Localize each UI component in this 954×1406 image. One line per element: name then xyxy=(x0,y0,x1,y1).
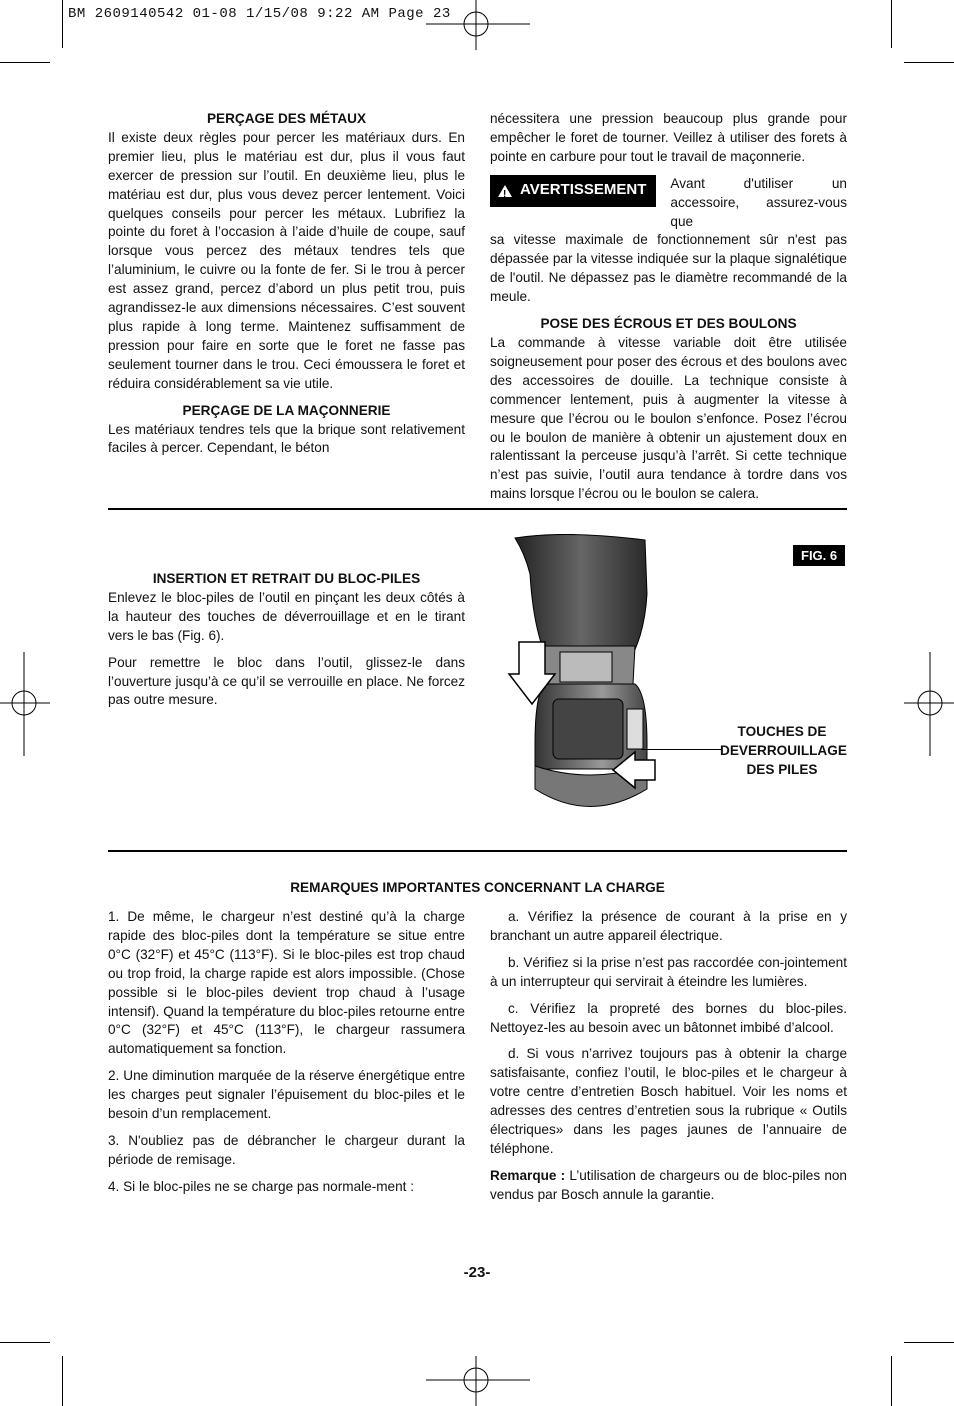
section-right-top xyxy=(490,110,847,504)
list-item: b. Vérifiez si la prise n’est pas raccordée con-jointement à un interrupteur qui servirait à éteindre les lumières. xyxy=(490,954,847,989)
list-item: d. Si vous n’arrivez toujours pas à obtenir la charge satisfaisante, confiez l’outil, le bloc-piles et le chargeur à votre centre d’entretien Bosch habituel. Voir les noms et adresses des centres d’entretien sous la rubrique « Outils électriques» dans les pages jaunes de l’annuaire de téléphone. xyxy=(490,1046,847,1156)
list-item: 3. N'oubliez pas de débrancher le chargeur durant la période de remisage. xyxy=(108,1132,465,1167)
figure-label: FIG. 6 xyxy=(793,545,845,566)
remark-label: Remarque : xyxy=(490,1167,566,1183)
warning-badge xyxy=(490,175,656,207)
registration-mark-left xyxy=(0,652,50,756)
paragraph-masonry-continued: nécessitera une pression beaucoup plus grande pour empêcher le foret de tourner. Veillez à utiliser des forets à pointe en carbure pour tout le travail de maçonnerie. xyxy=(490,111,847,164)
crop-mark xyxy=(891,1356,892,1406)
remark-text: L’utilisation de chargeurs ou de bloc-piles non vendus par Bosch annule la garantie. xyxy=(490,1167,847,1202)
warning-block xyxy=(490,175,847,232)
crop-mark xyxy=(904,1342,954,1343)
list-item: a. Vérifiez la présence de courant à la prise en y branchant un autre appareil électrique. xyxy=(490,909,847,943)
charging-notes-left xyxy=(108,908,465,1197)
paragraph-battery-insertion: Pour remettre le bloc dans l’outil, glissez-le dans l’ouverture jusqu’à ce qu’il se verrouille en place. Ne forcez pas outre mesure. xyxy=(108,654,465,708)
callout-release-buttons: TOUCHES DE DEVERROUILLAGE DES PILES xyxy=(720,724,847,777)
remark xyxy=(490,1167,847,1205)
heading-battery-insertion: INSERTION ET RETRAIT DU BLOC-PILES xyxy=(152,571,421,586)
warning-text-rest: sa vitesse maximale de fonctionnement sûr n'est pas dépassée par la vitesse indiquée sur la plaque signalétique de l'outil. Ne dépassez pas le diamètre recommandé de la meule. xyxy=(490,232,847,305)
warning-label: AVERTISSEMENT xyxy=(520,181,647,199)
heading-nuts-bolts: POSE DES ÉCROUS ET DES BOULONS xyxy=(540,316,797,332)
heading-charging-notes: REMARQUES IMPORTANTES CONCERNANT LA CHARGE xyxy=(290,880,665,895)
list-item: c. Vérifiez la propreté des bornes du bloc-piles. Nettoyez-les au besoin avec un bâtonnet imbibé d’alcool. xyxy=(490,1000,847,1035)
warning-triangle-icon: ! xyxy=(498,185,512,197)
registration-mark-bottom xyxy=(426,1356,530,1406)
paragraph-battery-removal: Enlevez le bloc-piles de l’outil en pinçant les deux côtés à la hauteur des touches de déverrouillage et en le tirant vers le bas (Fig. 6). xyxy=(108,589,465,643)
divider-rule xyxy=(108,508,847,510)
page-number: -23- xyxy=(463,1264,491,1281)
list-item: 1. De même, le chargeur n’est destiné qu’à la charge rapide des bloc-piles dont la température se situe entre 0°C (32°F) et 45°C (113°F). Si le bloc-piles est trop chaud ou trop froid, la charge rapide est alors impossible. (Chose possible si le bloc-piles devient trop chaud à l’usage intensif). Quand la température du bloc-piles retourne entre 0°C (32°F) et 45°C (113°F), le chargeur rassumera automatiquement sa fonction. xyxy=(108,909,465,1057)
crop-mark xyxy=(62,0,63,48)
charging-notes-right xyxy=(490,908,847,1205)
callout-line xyxy=(642,749,722,750)
crop-mark xyxy=(0,62,50,63)
section-battery-insertion xyxy=(108,570,465,710)
crop-mark xyxy=(904,62,954,63)
divider-rule xyxy=(108,850,847,852)
crop-mark xyxy=(891,0,892,48)
paragraph-nuts-bolts: La commande à vitesse variable doit être utilisée soigneusement pour poser des écrous et des boulons avec des accessoires de douille. La technique consiste à commencer lentement, puis à augmenter la vitesse à mesure que l’écrou ou le boulon s’enfonce. Posez l’écrou ou le boulon de manière à obtenir un ajustement doux en ralentissant la perceuse jusqu’à l’arrêt. Si cette technique n’est pas suivie, l’outil aura tendance à tordre dans vos mains lorsque l’écrou ou le boulon se calera. xyxy=(490,334,847,502)
heading-masonry-drilling: PERÇAGE DE LA MAÇONNERIE xyxy=(182,402,391,418)
list-item: 2. Une diminution marquée de la réserve énergétique entre les charges peut signaler l’épuisement du bloc-piles et le besoin d’un remplacement. xyxy=(108,1068,465,1122)
paragraph-masonry-drilling: Les matériaux tendres tels que la brique sont relativement faciles à percer. Cependant, le béton xyxy=(108,421,465,456)
heading-metal-drilling: PERÇAGE DES MÉTAUX xyxy=(206,111,367,126)
registration-mark-right xyxy=(904,652,954,756)
section-metal-drilling xyxy=(108,110,465,458)
paragraph-metal-drilling: Il existe deux règles pour percer les matériaux durs. En premier lieu, plus le matériau est dur, plus il vous faut exercer de pression sur l’outil. En deuxième lieu, plus le matériau est dur, plus vous devez percer lentement. Voici quelques conseils pour percer les métaux. Lubrifiez la pointe du foret à l’occasion à l’aide d’huile de coupe, sauf lorsque vous percez des métaux tendres tels que l’aluminium, le cuivre ou la fonte de fer. Si le trou à percer est assez grand, percez d’abord un plus petit trou, puis agrandissez-le aux dimensions nécessaires. C’est souvent plus rapide à long terme. Maintenez suffisamment de pression pour faire en sorte que le foret ne fasse pas seulement tourner dans le trou. Ceci émoussera le foret et réduira considérablement sa vie utile. xyxy=(108,129,465,391)
crop-mark xyxy=(0,1342,50,1343)
print-slug: BM 2609140542 01-08 1/15/08 9:22 AM Page 23 xyxy=(68,6,451,22)
battery-pack-illustration xyxy=(505,534,665,816)
crop-mark xyxy=(62,1356,63,1406)
list-item: 4. Si le bloc-piles ne se charge pas normale-ment : xyxy=(108,1178,415,1194)
warning-text-first: Avant d'utiliser un accessoire, assurez-vous que xyxy=(670,175,847,229)
